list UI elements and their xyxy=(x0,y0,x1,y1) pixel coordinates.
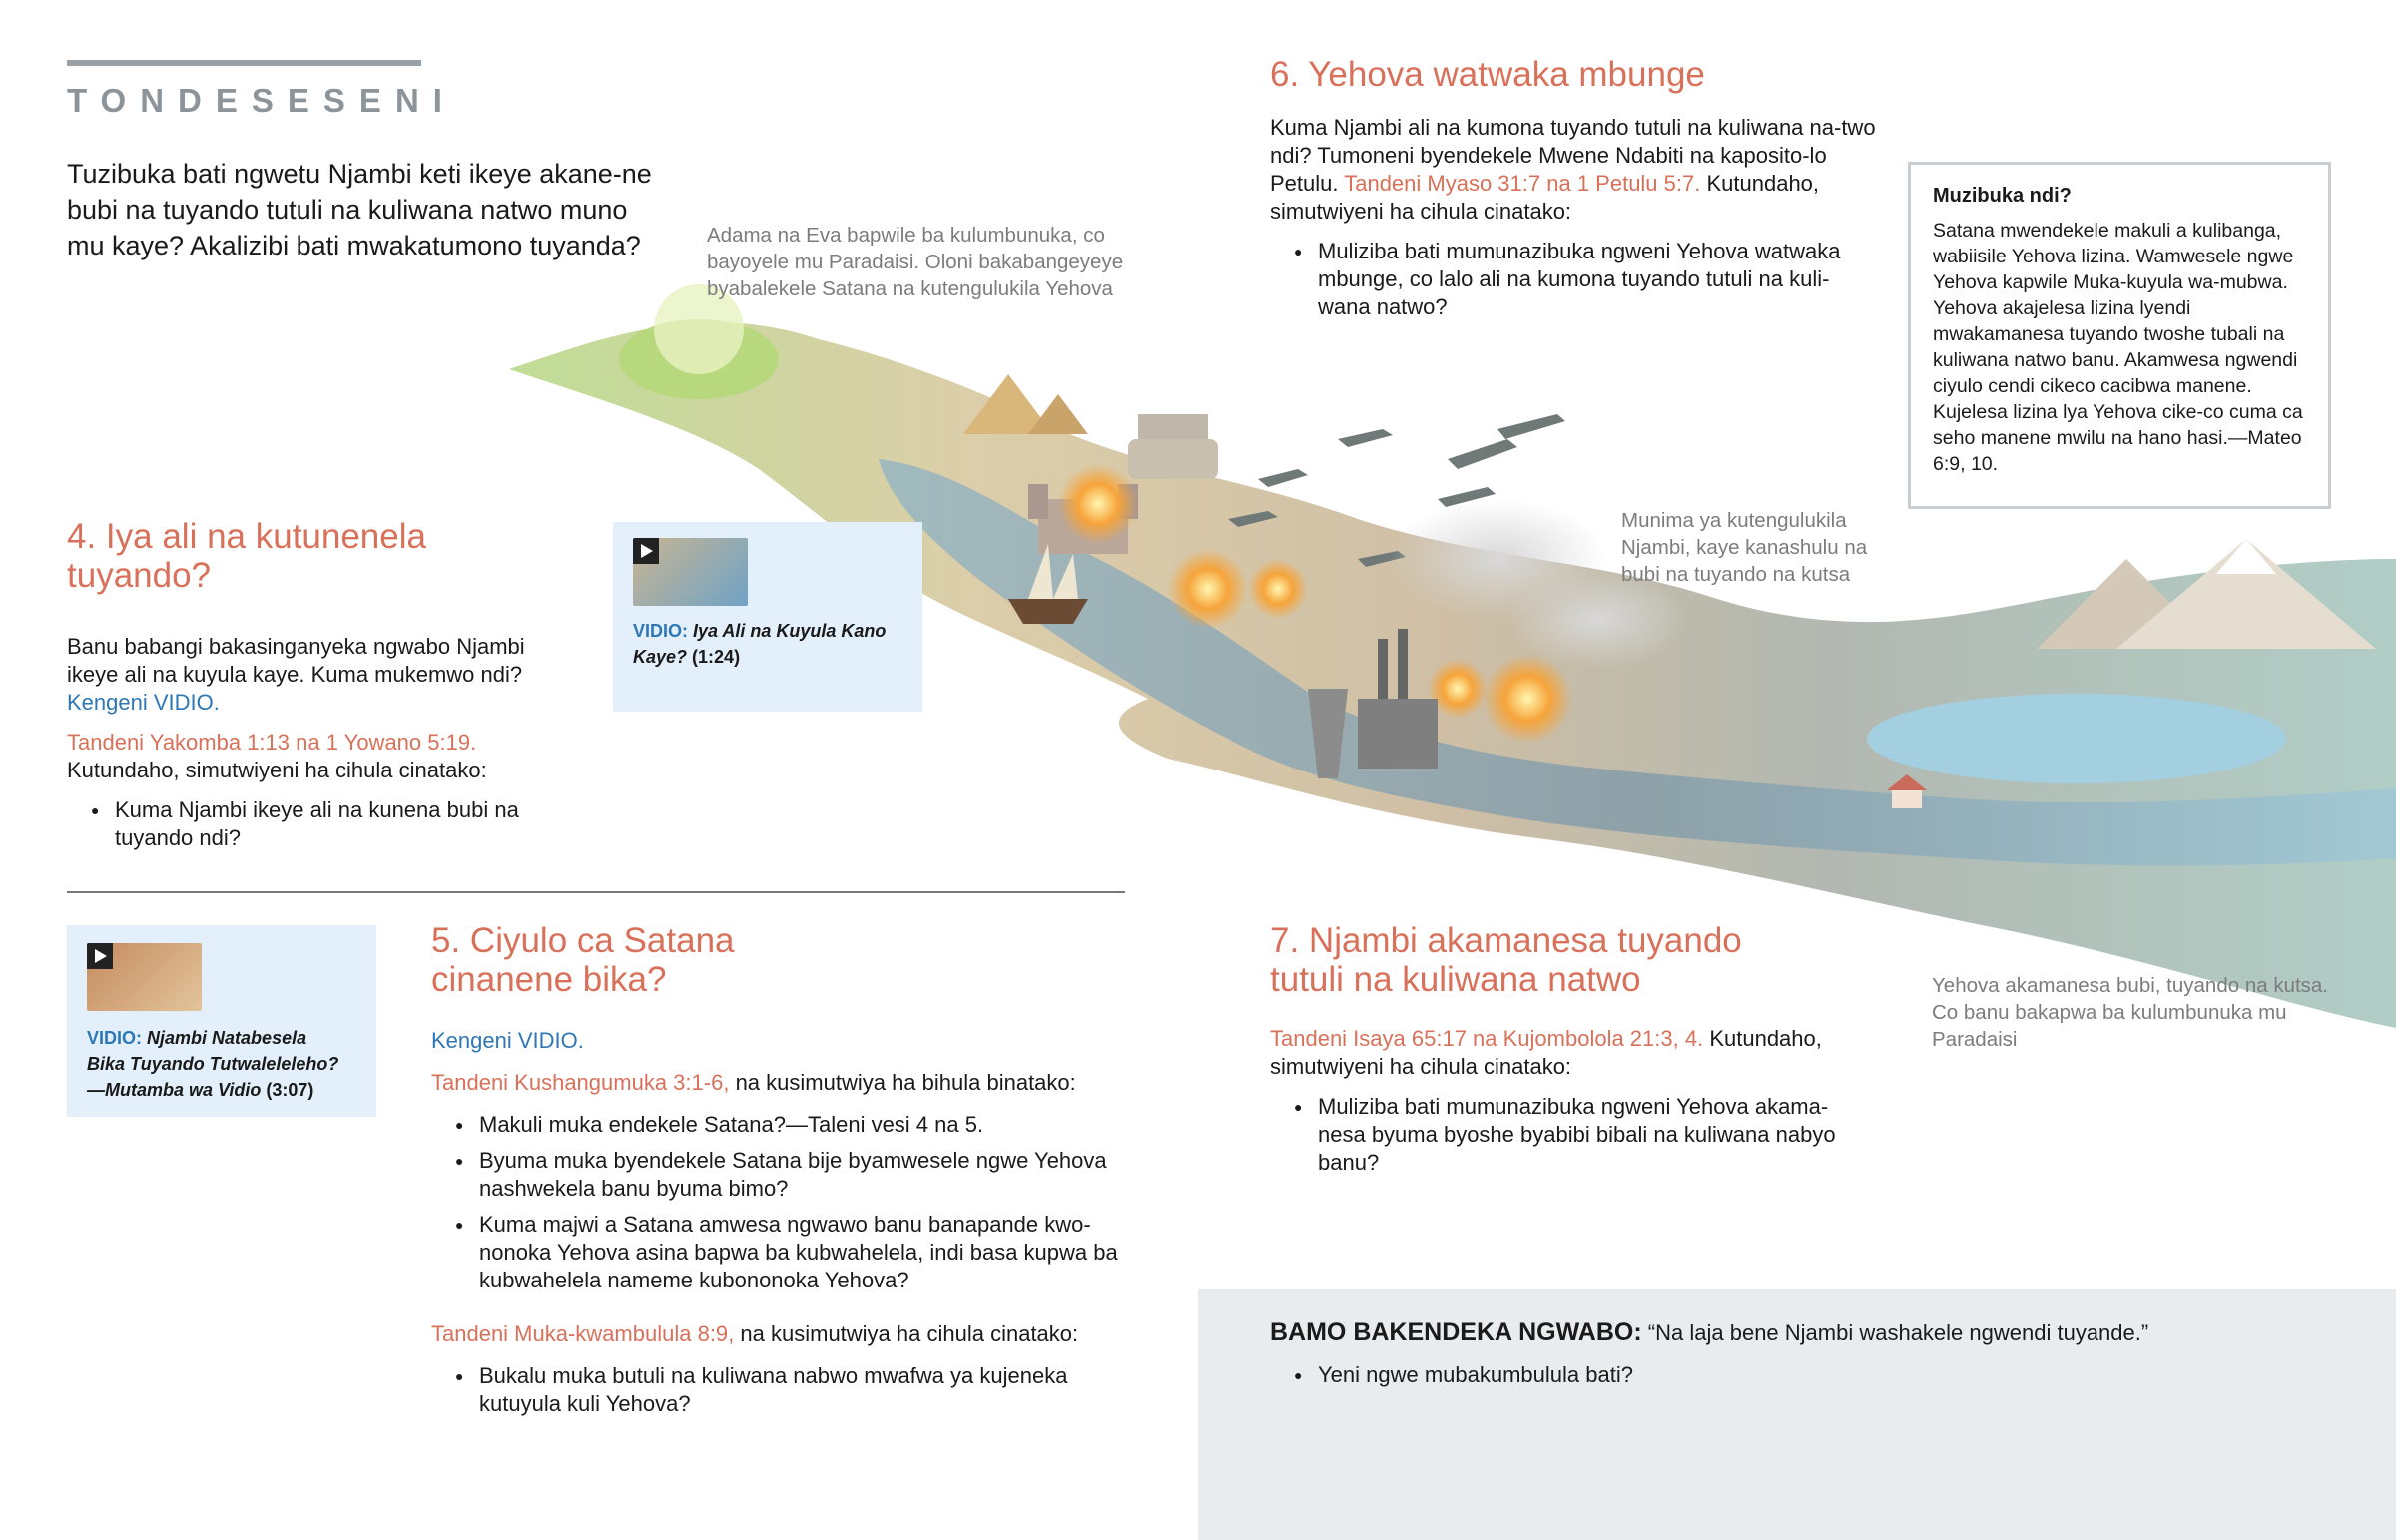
scripture-reference[interactable]: Tandeni Yakomba 1:13 na 1 Yowano 5:19. xyxy=(67,730,477,755)
section-4-title: 4. Iya ali na kutunenela tuyando? xyxy=(67,517,426,595)
scripture-reference[interactable]: Tandeni Myaso 31:7 na 1 Petulu 5:7. xyxy=(1344,171,1701,196)
video-thumbnail[interactable] xyxy=(633,538,748,606)
section-kicker: TONDESESENI xyxy=(67,82,456,119)
section-6-questions xyxy=(1270,238,1879,321)
question-item: ● Byuma muka byendekele Satana bije byamwesele ngwe Yehova nashwekela banu byuma bimo? xyxy=(431,1147,1130,1203)
question-item: ● Makuli muka endekele Satana?—Taleni vesi 4 na 5. xyxy=(431,1111,1130,1139)
section-4-text: Banu babangi bakasinganyeka ngwabo Njambi ikeye ali na kuyula kaye. Kuma mukemwo ndi? xyxy=(67,634,525,687)
watch-video-link[interactable]: Kengeni VIDIO. xyxy=(67,690,220,715)
video-thumbnail[interactable] xyxy=(87,943,202,1011)
header-rule xyxy=(67,60,421,66)
section-5-title: 5. Ciyulo ca Satana cinanene bika? xyxy=(431,921,735,999)
question-item: ● Muliziba bati mumunazibuka ngweni Yehova akama-nesa byuma byoshe byabibi bibali na kuliwana nabyo banu? xyxy=(1270,1093,1869,1177)
caption-rebellion: Munima ya kutengulukila Njambi, kaye kanashulu na bubi na tuyando na kutsa xyxy=(1621,509,1868,586)
play-icon[interactable] xyxy=(87,943,113,969)
video-label: VIDIO: Iya Ali na Kuyula Kano Kaye? (1:24) xyxy=(633,621,887,667)
some-people-say-line xyxy=(1270,1317,2368,1348)
video-label: VIDIO: Njambi Natabesela Bika Tuyando Tutwaleleleho?—Mutamba wa Vidio (3:07) xyxy=(87,1028,339,1100)
question-item: ● Kuma Njambi ikeye ali na kunena bubi na tuyando ndi? xyxy=(67,796,566,852)
box-questions xyxy=(1270,1361,2168,1389)
section-6-title: 6. Yehova watwaka mbunge xyxy=(1270,55,1705,94)
box-title: Muzibuka ndi? xyxy=(1933,185,2072,207)
section-5-questions-2 xyxy=(431,1362,1130,1418)
section-4-read xyxy=(67,729,566,784)
section-4-after: Kutundaho, simutwiyeni ha cihula cinatako: xyxy=(67,758,487,782)
some-people-say-box xyxy=(1198,1289,2396,1540)
video-card-2[interactable] xyxy=(67,925,376,1117)
section-7-questions xyxy=(1270,1093,1869,1177)
did-you-know-box xyxy=(1908,162,2331,509)
section-5-read-2: Tandeni Muka-kwambulula 8:9, na kusimutwiya ha cihula cinatako: xyxy=(431,1321,1079,1346)
question-item: ● Yeni ngwe mubakumbulula bati? xyxy=(1270,1361,2168,1389)
play-icon[interactable] xyxy=(633,538,659,564)
section-4-questions xyxy=(67,796,566,852)
section-6-paragraph: Kuma Njambi ali na kumona tuyando tutuli na kuliwana na-two ndi? Tumoneni byendekele Mwene Ndabiti na kaposito-lo Petulu. Tandeni Myaso 31:7 na 1 Petulu 5:7. Kutundaho, simutwiyeni ha cihula cinatako: xyxy=(1270,115,1876,224)
box-quote: “Na laja bene Njambi washakele ngwendi tuyande.” xyxy=(1647,1320,2149,1345)
section-5-questions-1 xyxy=(431,1111,1130,1294)
box-label: BAMO BAKENDEKA NGWABO: xyxy=(1270,1318,1642,1346)
question-item: ● Muliziba bati mumunazibuka ngweni Yehova watwaka mbunge, co lalo ali na kumona tuyando tutuli na kuli-wana natwo? xyxy=(1270,238,1879,321)
scripture-reference[interactable]: Tandeni Kushangumuka 3:1-6, xyxy=(431,1070,730,1095)
question-item: ● Bukalu muka butuli na kuliwana nabwo mwafwa ya kujeneka kutuyula kuli Yehova? xyxy=(431,1362,1130,1418)
section-7-title: 7. Njambi akamanesa tuyando tutuli na kuliwana natwo xyxy=(1270,921,1742,999)
section-4 xyxy=(67,517,566,852)
caption-paradise: Adama na Eva bapwile ba kulumbunuka, co bayoyele mu Paradaisi. Oloni bakabangeyeye byabalekele Satana na kutengulukila Yehova xyxy=(707,224,1124,300)
section-7 xyxy=(1270,921,1869,1177)
section-5 xyxy=(431,921,1130,1418)
section-7-paragraph: Tandeni Isaya 65:17 na Kujombolola 21:3, 4. Kutundaho, simutwiyeni ha cihula cinatako: xyxy=(1270,1026,1822,1079)
section-6 xyxy=(1270,55,1879,321)
watch-video-link[interactable]: Kengeni VIDIO. xyxy=(431,1028,584,1053)
section-divider xyxy=(67,891,1125,893)
scripture-reference[interactable]: Tandeni Muka-kwambulula 8:9, xyxy=(431,1321,735,1346)
section-5-read-1: Tandeni Kushangumuka 3:1-6, na kusimutwiya ha bihula binatako: xyxy=(431,1070,1076,1095)
section-4-paragraph xyxy=(67,633,566,717)
question-item: ● Kuma majwi a Satana amwesa ngwawo banu banapande kwo-nonoka Yehova asina bapwa ba kubwahelela, indi basa kupwa ba kubwahelela nameme kubononoka Yehova? xyxy=(431,1211,1130,1294)
box-body: Satana mwendekele makuli a kulibanga, wabiisile Yehova lizina. Wamwesele ngwe Yehova kapwile Muka-kuyula wa-mubwa. Yehova akajelesa lizina lyendi mwakamanesa tuyando twoshe tubali na kuliwana natwo banu. Akamwesa ngwendi ciyulo cendi cikeco cacibwa manene. Kujelesa lizina lya Yehova cike-co cuma ca seho manene mwilu na hano hasi.—Mateo 6:9, 10. xyxy=(1933,220,2303,475)
caption-future: Yehova akamanesa bubi, tuyando na kutsa. Co banu bakapwa ba kulumbunuka mu Paradaisi xyxy=(1932,974,2329,1051)
scripture-reference[interactable]: Tandeni Isaya 65:17 na Kujombolola 21:3, 4. xyxy=(1270,1026,1704,1051)
intro-paragraph: Tuzibuka bati ngwetu Njambi keti ikeye akane-ne bubi na tuyando tutuli na kuliwana natwo muno mu kaye? Akalizibi bati mwakatumono tuyanda? xyxy=(67,159,652,260)
video-card-1[interactable] xyxy=(613,522,922,712)
